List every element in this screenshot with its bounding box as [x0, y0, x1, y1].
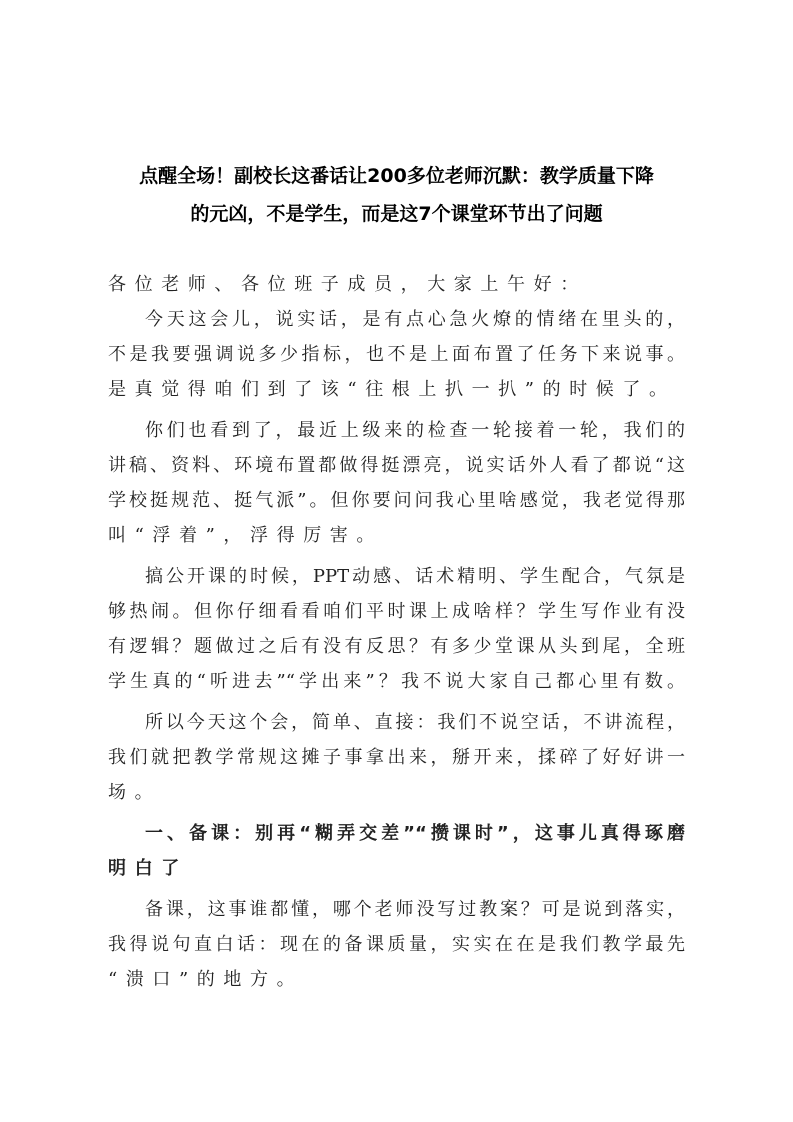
- heading-line: 明白了: [108, 858, 188, 879]
- text-line: 是真觉得咱们到了该“往根上扒一扒”的时候了。: [108, 379, 676, 400]
- text-line: “溃口”的地方。: [108, 969, 304, 990]
- text-line: 够热闹。但你仔细看看咱们平时课上成啥样？学生写作业有没: [108, 601, 685, 622]
- text-line: 所以今天这个会，简单、直接：我们不说空话，不讲流程，: [145, 712, 685, 733]
- heading-line: 一、备课：别再“糊弄交差”“攒课时”，这事儿真得琢磨: [145, 823, 685, 844]
- text-line: 搞公开课的时候，PPT动感、话术精明、学生配合，气氛是: [145, 566, 685, 587]
- text-line: 不是我要强调说多少指标，也不是上面布置了任务下来说事。: [108, 344, 685, 365]
- text-line: 讲稿、资料、环境布置都做得挺漂亮，说实话外人看了都说“这: [108, 455, 685, 476]
- document-body: [108, 267, 685, 997]
- text-line: 我得说句直白话：现在的备课质量，实实在在是我们教学最先: [108, 934, 685, 955]
- body-paragraph: [108, 413, 685, 553]
- text-line: 今天这会儿，说实话，是有点心急火燎的情绪在里头的，: [145, 309, 685, 330]
- title-line-1: 点醒全场！副校长这番话让200多位老师沉默：教学质量下降: [139, 165, 654, 187]
- text-line: 我们就把教学常规这摊子事拿出来，掰开来，揉碎了好好讲一: [108, 747, 685, 768]
- text-line: 叫“浮着”，浮得厉害。: [108, 525, 384, 546]
- body-paragraph: [108, 892, 685, 997]
- body-paragraph: [108, 302, 685, 407]
- text-line: 有逻辑？题做过之后有没有反思？有多少堂课从头到尾，全班: [108, 636, 685, 657]
- text-line: 学校挺规范、挺气派”。但你要问问我心里啥感觉，我老觉得那: [108, 490, 685, 511]
- text-line: 各位老师、各位班子成员，大家上午好：: [108, 274, 587, 295]
- body-paragraph: [108, 705, 685, 810]
- text-line: 你们也看到了，最近上级来的检查一轮接着一轮，我们的: [145, 420, 685, 441]
- text-line: 学生真的“听进去”“学出来”？我不说大家自己都心里有数。: [108, 671, 685, 692]
- document-title: [108, 157, 685, 233]
- section-heading: [108, 816, 685, 886]
- text-line: 备课，这事谁都懂，哪个老师没写过教案？可是说到落实，: [145, 899, 685, 920]
- salutation-paragraph: [108, 267, 685, 302]
- body-paragraph: [108, 559, 685, 699]
- title-line-2: 的元凶，不是学生，而是这7个课堂环节出了问题: [190, 203, 603, 225]
- text-line: 场。: [108, 782, 162, 803]
